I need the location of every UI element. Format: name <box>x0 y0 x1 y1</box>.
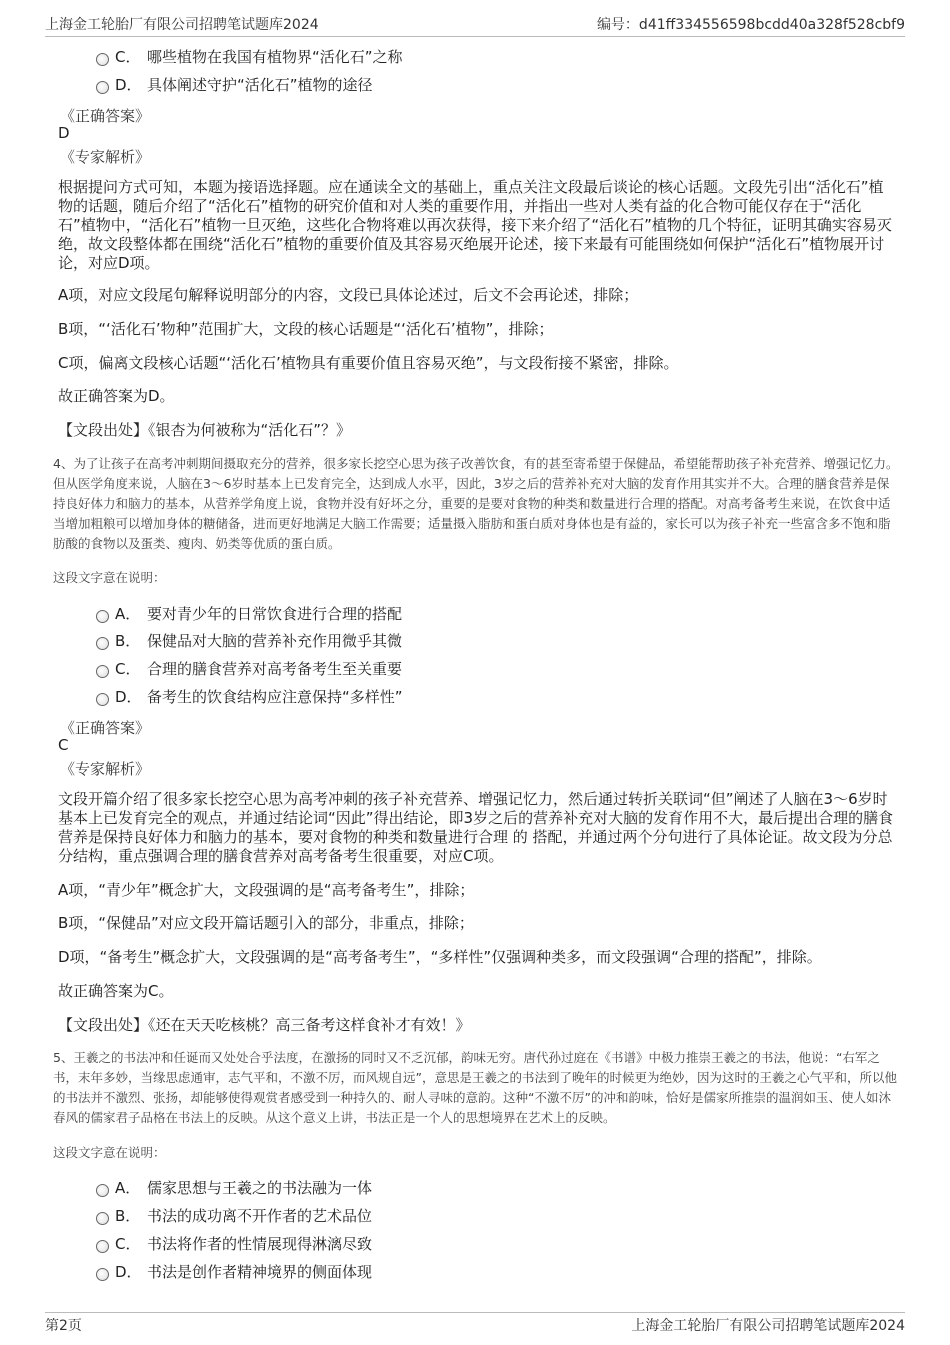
q5-question-text: 5、王羲之的书法冲和任诞而又处处合乎法度，在激扬的同时又不乏沉郁，韵味无穷。唐代孙过庭在《书谱》中极力推崇王羲之的书法，他说：“右军之书，末年多妙，当缘思虑通审，志气平和，不激不厉，而风规自远”，意思是王羲之的书法到了晚年的时候更为绝妙，因为这时的王羲之心气平和，所以他的书法并不激烈、张扬，却能够使得观赏者感受到一种持久的、耐人寻味的意韵。这种“不激不厉”的冲和韵味，恰好是儒家所推崇的温润如玉、使人如沐春风的儒家君子品格在书法上的反映。从这个意义上讲，书法正是一个人的思想境界在艺术上的反映。 <box>53 1050 897 1125</box>
radio-icon[interactable] <box>96 53 109 66</box>
q4-source: 【文段出处】《还在天天吃核桃？高三备考这样食补才有效！》 <box>58 1016 471 1034</box>
q5-option-c[interactable]: C． 书法将作者的性情展现得淋漓尽致 <box>96 1234 372 1254</box>
q4-option-a[interactable]: A． 要对青少年的日常饮食进行合理的搭配 <box>96 604 402 624</box>
q3-note-a: A项，对应文段尾句解释说明部分的内容，文段已具体论述过，后文不会再论述，排除； <box>58 286 639 304</box>
header-doc-id: 编号：d41ff334556598bcdd40a328f528cbf9 <box>596 17 905 33</box>
q4-option-d[interactable]: D． 备考生的饮食结构应注意保持“多样性” <box>96 687 403 707</box>
q3-note-b: B项，“‘活化石’物种”范围扩大，文段的核心话题是“‘活化石’植物”，排除； <box>58 320 554 338</box>
q4-option-b[interactable]: B． 保健品对大脑的营养补充作用微乎其微 <box>96 631 402 651</box>
q3-option-d[interactable]: D． 具体阐述守护“活化石”植物的途径 <box>96 75 373 95</box>
q4-note-d: D项，“备考生”概念扩大，文段强调的是“高考备考生”，“多样性”仅强调种类多，而文段强调“合理的搭配”，排除。 <box>58 948 822 966</box>
q3-note-c: C项，偏离文段核心话题“‘活化石’植物具有重要价值且容易灭绝”，与文段衔接不紧密，排除。 <box>58 354 679 372</box>
page-footer <box>45 1312 905 1337</box>
footer-title: 上海金工轮胎厂有限公司招聘笔试题库2024 <box>631 1318 905 1334</box>
header-title: 上海金工轮胎厂有限公司招聘笔试题库2024 <box>45 17 319 33</box>
q4-note-a: A项，“青少年”概念扩大，文段强调的是“高考备考生”，排除； <box>58 881 475 899</box>
q4-conclusion: 故正确答案为C。 <box>58 982 174 1000</box>
q4-answer: C <box>58 736 69 754</box>
q4-prompt: 这段文字意在说明： <box>53 570 166 585</box>
q5-option-b[interactable]: B． 书法的成功离不开作者的艺术品位 <box>96 1206 372 1226</box>
q5-option-a[interactable]: A． 儒家思想与王羲之的书法融为一体 <box>96 1178 372 1198</box>
q3-analysis-label: 《专家解析》 <box>60 148 151 166</box>
radio-icon[interactable] <box>96 665 109 678</box>
radio-icon[interactable] <box>96 1184 109 1197</box>
q3-analysis: 根据提问方式可知，本题为接语选择题。应在通读全文的基础上，重点关注文段最后谈论的核心话题。文段先引出“活化石”植物的话题，随后介绍了“活化石”植物的研究价值和对人类的重要作用，并指出一些对人类有益的化合物可能仅存在于“活化石”植物中，“活化石”植物一旦灭绝，这些化合物将难以再次获得，接下来介绍了“活化石”植物的几个特征，证明其确实容易灭绝，故文段整体都在围绕“活化石”植物的重要价值及其容易灭绝展开论述，接下来最有可能围绕如何保护“活化石”植物展开讨论，对应D项。 <box>58 178 892 272</box>
q4-answer-label: 《正确答案》 <box>60 719 151 737</box>
q4-analysis-label: 《专家解析》 <box>60 760 151 778</box>
radio-icon[interactable] <box>96 693 109 706</box>
q4-question-text: 4、为了让孩子在高考冲刺期间摄取充分的营养，很多家长挖空心思为孩子改善饮食，有的甚至寄希望于保健品，希望能帮助孩子补充营养、增强记忆力。但从医学角度来说，人脑在3～6岁时基本上已发育完全，达到成人水平，因此，3岁之后的营养补充对大脑的发育作用其实并不大。合理的膳食营养是保持良好体力和脑力的基本，从营养学角度上说，食物并没有好坏之分，重要的是要对食物的种类和数量进行合理的搭配。对高考备考生来说，在饮食中适当增加粗粮可以增加身体的糖储备，进而更好地满足大脑工作需要；适量摄入脂肪和蛋白质对身体也是有益的，家长可以为孩子补充一些富含多不饱和脂肪酸的食物以及蛋类、瘦肉、奶类等优质的蛋白质。 <box>53 456 899 551</box>
radio-icon[interactable] <box>96 81 109 94</box>
q4-option-c[interactable]: C． 合理的膳食营养对高考备考生至关重要 <box>96 659 402 679</box>
q4-analysis: 文段开篇介绍了很多家长挖空心思为高考冲刺的孩子补充营养、增强记忆力，然后通过转折关联词“但”阐述了人脑在3～6岁时基本上已发育完全的观点，并通过结论词“因此”得出结论，即3岁之后的营养补充对大脑的发育作用不大，最后提出合理的膳食营养是保持良好体力和脑力的基本，要对食物的种类和数量进行合理 的 搭配，并通过两个分句进行了具体论证。故文段为分总分结构，重点强调合理的膳食营养对高考备考生很重要，对应C项。 <box>58 790 894 865</box>
q3-answer: D <box>58 124 70 142</box>
q5-option-d[interactable]: D． 书法是创作者精神境界的侧面体现 <box>96 1262 372 1282</box>
q3-option-c[interactable]: C． 哪些植物在我国有植物界“活化石”之称 <box>96 47 403 67</box>
radio-icon[interactable] <box>96 610 109 623</box>
q5-prompt: 这段文字意在说明： <box>53 1145 166 1160</box>
q3-conclusion: 故正确答案为D。 <box>58 387 175 405</box>
q4-note-b: B项，“保健品”对应文段开篇话题引入的部分，非重点，排除； <box>58 914 474 932</box>
page-header <box>45 12 905 37</box>
q3-answer-label: 《正确答案》 <box>60 107 151 125</box>
page-number: 第2页 <box>45 1318 82 1334</box>
radio-icon[interactable] <box>96 637 109 650</box>
q3-source: 【文段出处】《银杏为何被称为“活化石”？》 <box>58 421 352 439</box>
radio-icon[interactable] <box>96 1268 109 1281</box>
radio-icon[interactable] <box>96 1240 109 1253</box>
radio-icon[interactable] <box>96 1212 109 1225</box>
